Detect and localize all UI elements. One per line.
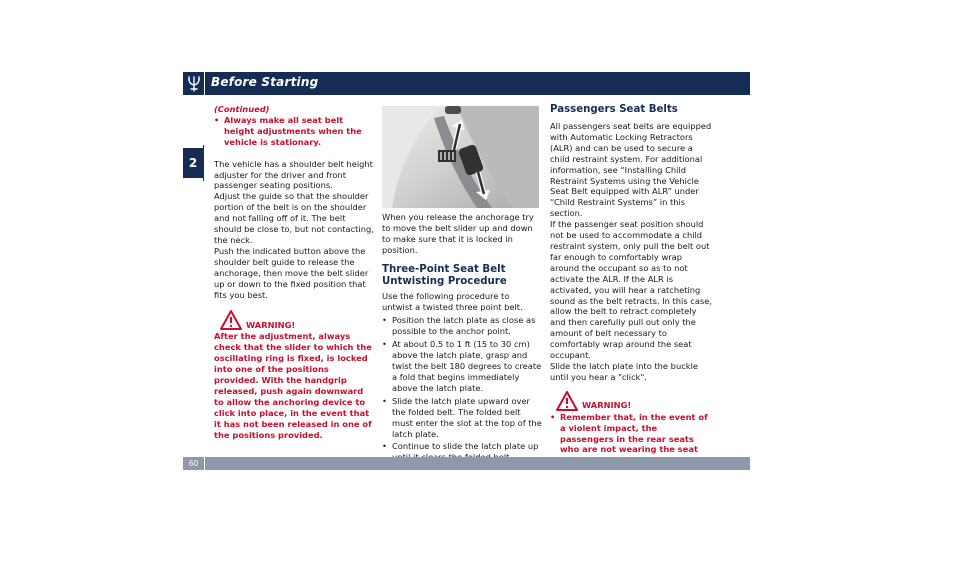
paragraph: Adjust the guide so that the shoulder portion of the belt is on the shoulder and not falling off of it. The belt should be close to, but not contacting, the neck. <box>214 191 374 245</box>
page-number: 60 <box>183 457 205 470</box>
page-header <box>183 72 750 95</box>
column-middle <box>382 212 542 463</box>
list-item: • Position the latch plate as close as possible to the anchor point. <box>382 315 542 337</box>
paragraph: Use the following procedure to untwist a twisted three point belt. <box>382 290 523 312</box>
column-left <box>214 104 374 440</box>
warning-heading <box>556 391 712 411</box>
passengers-heading: Passengers Seat Belts <box>550 104 678 115</box>
paragraph: All passengers seat belts are equipped with Automatic Locking Retractors (ALR) and can be used to secure a child restraint system. For additional information, see “Installing Child Restraint Systems using the Vehicle Seat Belt equipped with ALR” under “Child Restraint Systems” in this section. <box>550 121 712 219</box>
warning-heading <box>220 310 374 330</box>
section-title: Before Starting <box>211 75 319 89</box>
list-item: • At about 0.5 to 1 ft (15 to 30 cm) above the latch plate, grasp and twist the belt 180 degrees to create a fold that begins immediately above the latch plate. <box>382 339 542 394</box>
list-item: • Always make all seat belt height adjustments when the vehicle is stationary. <box>214 115 374 148</box>
list-item: • Continue to slide the latch plate up <box>382 441 542 463</box>
paragraph: Slide the latch plate into the buckle until you hear a "click". <box>550 360 698 382</box>
warning-continued-list <box>214 115 374 148</box>
chapter-divider <box>203 145 204 181</box>
warning-label: WARNING! <box>582 399 632 410</box>
image-caption: When you release the anchorage try to move the belt slider up and down to make sure that it is locked in position. <box>382 212 534 255</box>
warning-label: WARNING! <box>246 319 296 330</box>
paragraph: If the passenger seat position should not be used to accommodate a child restraint system, only pull the belt out far enough to comfortably wrap around the occupant so as to not activate the ALR. If the ALR is activated, you will hear a ratcheting sound as the belt retracts. In this case, allow the belt to retract completely and then carefully pull out only the amount of belt necessary to comfortably wrap around the seat occupant. <box>550 219 713 361</box>
paragraph: Push the indicated button above the shoulder belt guide to release the anchorage, then move the belt slider up or down to the fixed position that fits you best. <box>214 245 369 300</box>
paragraph: The vehicle has a shoulder belt height adjuster for the driver and front passenger seating positions. <box>214 158 373 191</box>
procedure-heading: Three-Point Seat Belt Untwisting Procedure <box>382 263 507 287</box>
procedure-steps <box>382 315 542 463</box>
column-right <box>550 104 712 466</box>
warning-text: After the adjustment, always check that the slider to which the oscillating ring is fixed, is locked into one of the positions provided. With the handgrip released, push again downward to allow the anchoring device to click into place, in the event that it has not been released in one of the positions provided. <box>214 331 372 440</box>
chapter-tab: 2 <box>183 148 203 178</box>
page-footer <box>183 457 750 470</box>
continued-label: (Continued) <box>214 104 270 114</box>
seat-belt-adjuster-image <box>382 106 539 208</box>
list-item: • Slide the latch plate upward over the folded belt. The folded belt must enter the slot at the top of the latch plate. <box>382 396 542 440</box>
warning-triangle-icon <box>556 391 578 411</box>
list-item: • Remember that, in the event of a violent impact, the passengers in the rear seats who are not wearing the seat <box>550 412 712 467</box>
trident-logo-icon <box>183 72 205 95</box>
warning-triangle-icon <box>220 310 242 330</box>
